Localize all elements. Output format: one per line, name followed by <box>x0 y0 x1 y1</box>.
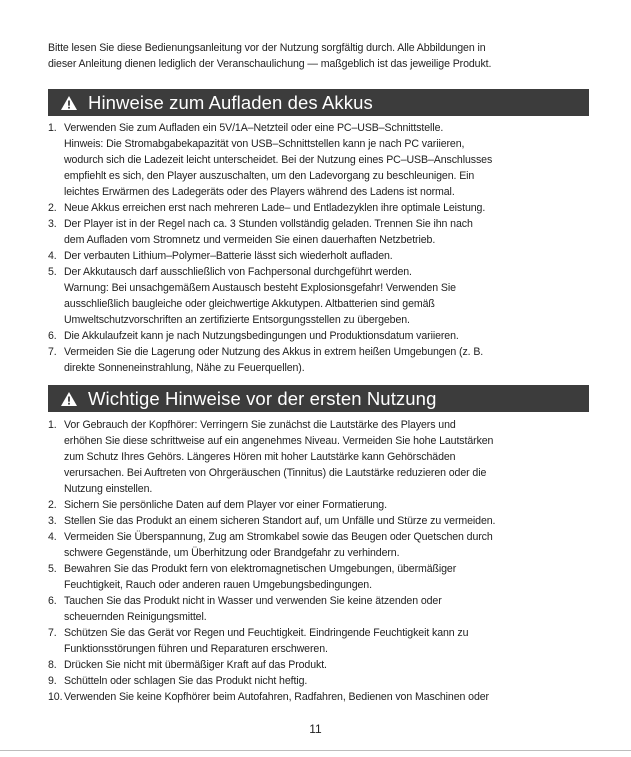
section-title: Hinweise zum Aufladen des Akkus <box>88 91 373 113</box>
list-item-line: Funktionsstörungen führen und Reparaturen erschweren. <box>64 643 328 655</box>
list-item-line: Der Akkutausch darf ausschließlich von Fachpersonal durchgeführt werden. <box>64 266 412 278</box>
list-item-line: Verwenden Sie keine Kopfhörer beim Autofahren, Radfahren, Bedienen von Maschinen oder <box>64 691 489 703</box>
first-use-notes-list <box>48 417 595 705</box>
intro-line: Bitte lesen Sie diese Bedienungsanleitung vor der Nutzung sorgfältig durch. Alle Abbildungen in <box>48 42 486 54</box>
list-item-number: 5. <box>48 563 57 575</box>
list-item-line: Drücken Sie nicht mit übermäßiger Kraft auf das Produkt. <box>64 659 327 671</box>
list-item <box>48 248 595 264</box>
list-item-line: Verwenden Sie zum Aufladen ein 5V/1A–Netzteil oder eine PC–USB–Schnittstelle. <box>64 122 444 134</box>
list-item-line: Feuchtigkeit, Rauch oder anderen rauen Umgebungsbedingungen. <box>64 579 372 591</box>
list-item <box>48 593 595 625</box>
list-item-number: 3. <box>48 218 57 230</box>
list-item-number: 6. <box>48 595 57 607</box>
list-item-line: ausschließlich baugleiche oder gleichwertige Akkutypen. Altbatterien sind gemäß <box>64 298 435 310</box>
list-item-line: verursachen. Bei Auftreten von Ohrgeräuschen (Tinnitus) die Lautstärke reduzieren oder die <box>64 467 487 479</box>
list-item-number: 9. <box>48 675 57 687</box>
list-item-number: 7. <box>48 627 57 639</box>
list-item-line: dem Aufladen vom Stromnetz und vermeiden Sie einen dauerhaften Netzbetrieb. <box>64 234 436 246</box>
list-item <box>48 673 595 689</box>
list-item-number: 2. <box>48 202 57 214</box>
list-item-number: 4. <box>48 531 57 543</box>
list-item-line: Der verbauten Lithium–Polymer–Batterie lässt sich wiederholt aufladen. <box>64 250 393 262</box>
list-item-number: 5. <box>48 266 57 278</box>
list-item <box>48 417 595 497</box>
list-item-line: Vermeiden Sie Überspannung, Zug am Stromkabel sowie das Beugen oder Quetschen durch <box>64 531 493 543</box>
warning-triangle-icon <box>60 95 78 111</box>
list-item-line: Vermeiden Sie die Lagerung oder Nutzung des Akkus in extrem heißen Umgebungen (z. B. <box>64 346 484 358</box>
list-item-line: empfiehlt es sich, den Player auszuschalten, um den Ladevorgang zu beschleunigen. Ein <box>64 170 475 182</box>
list-item-line: Umweltschutzvorschriften an zertifizierte Entsorgungsstellen zu übergeben. <box>64 314 410 326</box>
list-item-line: Vor Gebrauch der Kopfhörer: Verringern Sie zunächst die Lautstärke des Players und <box>64 419 456 431</box>
list-item-line: Neue Akkus erreichen erst nach mehreren Lade– und Entladezyklen ihre optimale Leistung. <box>64 202 486 214</box>
list-item <box>48 561 595 593</box>
list-item-number: 1. <box>48 122 57 134</box>
charging-notes-list <box>48 120 595 376</box>
intro-paragraph <box>48 40 593 72</box>
list-item <box>48 120 595 200</box>
list-item-line: direkte Sonneneinstrahlung, Nähe zu Feuerquellen). <box>64 362 305 374</box>
list-item-number: 6. <box>48 330 57 342</box>
list-item-line: Hinweis: Die Stromabgabekapazität von USB–Schnittstellen kann je nach PC variieren, <box>64 138 465 150</box>
list-item-line: wodurch sich die Ladezeit leicht unterscheidet. Bei der Nutzung eines PC–USB–Anschlusses <box>64 154 493 166</box>
list-item-line: zum Schutz Ihres Gehörs. Längeres Hören mit hoher Lautstärke kann Gehörschäden <box>64 451 456 463</box>
list-item-line: Schützen Sie das Gerät vor Regen und Feuchtigkeit. Eindringende Feuchtigkeit kann zu <box>64 627 469 639</box>
list-item-number: 1. <box>48 419 57 431</box>
list-item-line: Tauchen Sie das Produkt nicht in Wasser und verwenden Sie keine ätzenden oder <box>64 595 442 607</box>
list-item-line: schwere Gegenstände, um Überhitzung oder Brandgefahr zu verhindern. <box>64 547 400 559</box>
list-item-line: Warnung: Bei unsachgemäßem Austausch besteht Explosionsgefahr! Verwenden Sie <box>64 282 456 294</box>
list-item <box>48 328 595 344</box>
list-item-line: Sichern Sie persönliche Daten auf dem Player vor einer Formatierung. <box>64 499 387 511</box>
list-item <box>48 200 595 216</box>
list-item-line: Bewahren Sie das Produkt fern von elektromagnetischen Umgebungen, übermäßiger <box>64 563 457 575</box>
section-header-first-use <box>48 385 589 412</box>
list-item-number: 3. <box>48 515 57 527</box>
section-title: Wichtige Hinweise vor der ersten Nutzung <box>88 387 437 409</box>
list-item <box>48 513 595 529</box>
list-item-line: Der Player ist in der Regel nach ca. 3 Stunden vollständig geladen. Trennen Sie ihn nach <box>64 218 473 230</box>
list-item <box>48 529 595 561</box>
list-item-number: 2. <box>48 499 57 511</box>
list-item-line: Schütteln oder schlagen Sie das Produkt nicht heftig. <box>64 675 308 687</box>
list-item-number: 10. <box>48 691 63 703</box>
warning-triangle-icon <box>60 391 78 407</box>
list-item <box>48 657 595 673</box>
list-item <box>48 497 595 513</box>
intro-line: dieser Anleitung dienen lediglich der Veranschaulichung — maßgeblich ist das jeweilige Produkt. <box>48 58 492 70</box>
list-item-line: Stellen Sie das Produkt an einem sicheren Standort auf, um Unfälle und Stürze zu vermeiden. <box>64 515 496 527</box>
list-item <box>48 625 595 657</box>
list-item-number: 8. <box>48 659 57 671</box>
list-item <box>48 264 595 328</box>
footer-divider <box>0 750 631 751</box>
section-header-charging <box>48 89 589 116</box>
list-item-line: scheuernden Reinigungsmittel. <box>64 611 207 623</box>
page-number: 11 <box>309 722 322 736</box>
list-item-number: 7. <box>48 346 57 358</box>
list-item <box>48 216 595 248</box>
list-item-line: leichtes Erwärmen des Ladegeräts oder des Players während des Ladens ist normal. <box>64 186 455 198</box>
list-item-number: 4. <box>48 250 57 262</box>
list-item <box>48 344 595 376</box>
list-item-line: erhöhen Sie diese schrittweise auf ein angenehmes Niveau. Vermeiden Sie hohe Lautstärken <box>64 435 494 447</box>
list-item <box>48 689 595 705</box>
list-item-line: Die Akkulaufzeit kann je nach Nutzungsbedingungen und Produktionsdatum variieren. <box>64 330 459 342</box>
list-item-line: Nutzung einstellen. <box>64 483 153 495</box>
